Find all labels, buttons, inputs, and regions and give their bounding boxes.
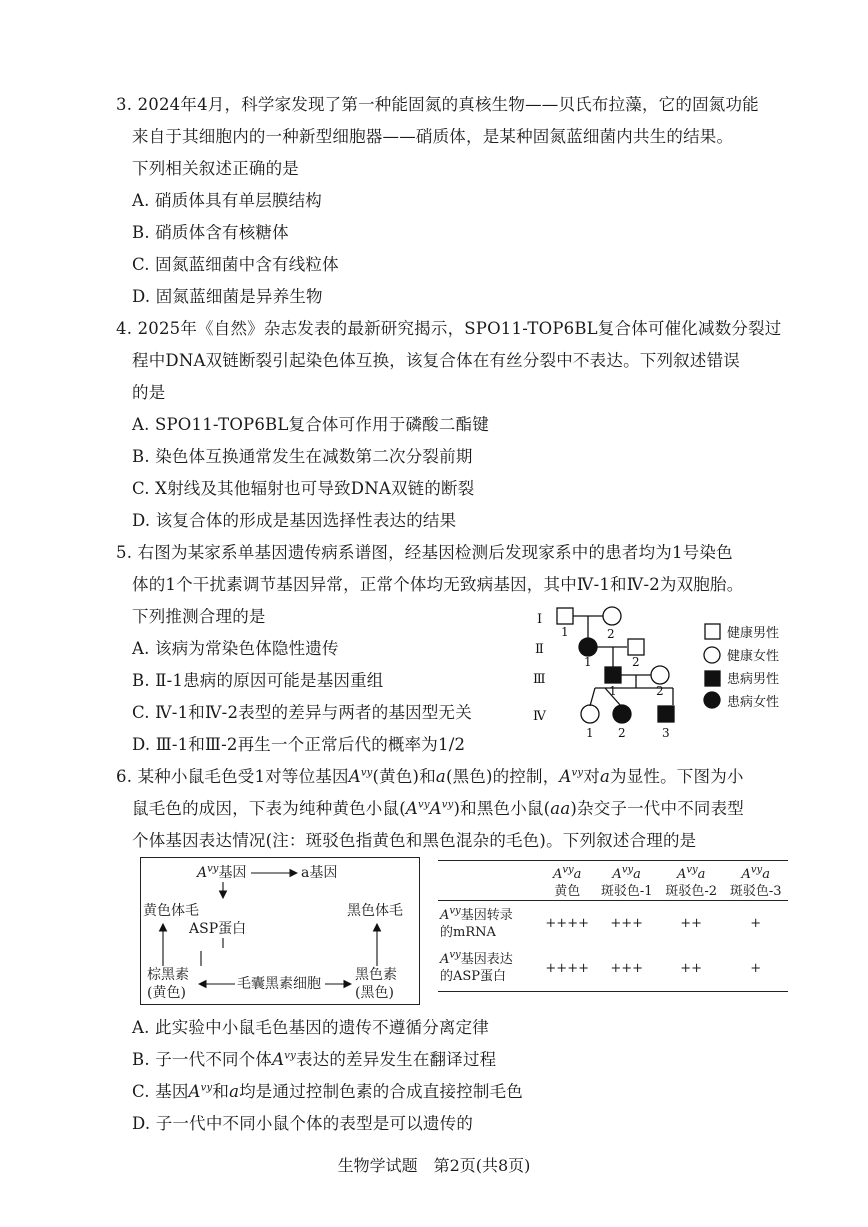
- q4-option-a: A. SPO11-TOP6BL复合体可作用于磷酸二酯键: [132, 415, 489, 434]
- q5-stem-line3: 下列推测合理的是: [132, 607, 266, 626]
- q4-option-b: B. 染色体互换通常发生在减数第二次分裂前期: [132, 447, 473, 466]
- q4-option-c: C. X射线及其他辐射也可导致DNA双链的断裂: [132, 479, 475, 498]
- legend-affected-male: 患病男性: [727, 672, 780, 687]
- q6-option-d: D. 子一代中不同小鼠个体的表型是可以遗传的: [132, 1114, 474, 1133]
- q3-stem-line3: 下列相关叙述正确的是: [132, 159, 299, 178]
- q6-option-b: B. 子一代不同个体$A^{vy}$表达的差异发生在翻译过程: [132, 1050, 497, 1069]
- q3-option-b: B. 硝质体含有核糖体: [132, 223, 289, 242]
- pedigree-chart: [525, 600, 805, 745]
- flow-asp-protein: ASP蛋白: [189, 921, 247, 937]
- table-cell: ++: [680, 960, 703, 976]
- q6-stem-line3: 个体基因表达情况(注：斑驳色指黄色和黑色混杂的毛色)。下列叙述合理的是: [132, 831, 697, 850]
- ped-num: 1: [609, 684, 617, 698]
- flow-black-hair: 黑色体毛: [347, 903, 403, 919]
- ped-num: 1: [561, 625, 569, 639]
- q5-option-a: A. 该病为常染色体隐性遗传: [132, 639, 339, 658]
- legend-healthy-male-icon: [705, 624, 720, 639]
- gen4-female-affected: [613, 705, 631, 723]
- table-cell: ++: [680, 915, 703, 931]
- flow-melanocyte: 毛囊黑素细胞: [237, 976, 321, 992]
- table-cell: +++: [610, 915, 643, 931]
- gene-expression-table: [438, 860, 788, 992]
- col-header: $A^{vy}a$ 斑驳色-1: [600, 864, 653, 899]
- flow-yellow-note: (黄色): [147, 985, 186, 1001]
- legend-healthy-female-icon: [704, 647, 720, 663]
- table-row: $A^{vy}$基因转录 的mRNA ++++ +++ ++ +: [438, 901, 788, 946]
- gen1-male-healthy: [557, 608, 573, 624]
- q6-option-c: C. 基因$A^{vy}$和a均是通过控制色素的合成直接控制毛色: [132, 1082, 524, 1101]
- gen1-female-healthy: [603, 607, 621, 625]
- gen4-female-healthy: [581, 705, 599, 723]
- ped-num: 3: [662, 726, 670, 740]
- table-cell: ++++: [545, 960, 589, 976]
- q5-stem-line1: 5. 右图为某家系单基因遗传病系谱图，经基因检测后发现家系中的患者均为1号染色: [116, 543, 733, 562]
- table-cell: +: [750, 915, 762, 931]
- flow-brown-pigment: 棕黑素: [147, 967, 189, 983]
- legend-healthy-female: 健康女性: [727, 649, 780, 664]
- q5-option-c: C. Ⅳ-1和Ⅳ-2表型的差异与两者的基因型无关: [132, 703, 472, 722]
- ped-num: 2: [607, 627, 615, 641]
- coat-color-flow-diagram: [140, 857, 420, 1005]
- generation-label-4: Ⅳ: [533, 709, 546, 724]
- q6-option-a: A. 此实验中小鼠毛色基因的遗传不遵循分离定律: [132, 1018, 490, 1037]
- ped-num: 2: [656, 684, 664, 698]
- table-cell: ++++: [545, 915, 589, 931]
- flow-avy-gene: $A^{vy}$基因: [197, 863, 247, 881]
- generation-label-1: Ⅰ: [537, 612, 543, 627]
- q3-option-c: C. 固氮蓝细菌中含有线粒体: [132, 255, 339, 274]
- generation-label-2: Ⅱ: [535, 642, 544, 657]
- flow-a-gene: a基因: [301, 865, 338, 881]
- flow-black-note: (黑色): [355, 985, 394, 1001]
- q3-option-d: D. 固氮蓝细菌是异养生物: [132, 287, 323, 306]
- q4-stem-line1: 4. 2025年《自然》杂志发表的最新研究揭示，SPO11-TOP6BL复合体可催化减数分裂过: [116, 319, 782, 338]
- flow-yellow-hair: 黄色体毛: [143, 903, 199, 919]
- q4-stem-line2: 程中DNA双链断裂引起染色体互换，该复合体在有丝分裂中不表达。下列叙述错误: [132, 351, 740, 370]
- q3-stem-line2: 来自于其细胞内的一种新型细胞器——硝质体，是某种固氮蓝细菌内共生的结果。: [132, 127, 734, 146]
- col-header: $A^{vy}a$ 斑驳色-2: [665, 864, 718, 899]
- col-header: $A^{vy}a$ 斑驳色-3: [729, 864, 782, 899]
- flow-black-pigment: 黑色素: [355, 967, 397, 983]
- col-header: $A^{vy}a$ 黄色: [552, 864, 582, 899]
- gen4-male-affected: [658, 706, 674, 722]
- table-row: $A^{vy}$基因表达 的ASP蛋白 ++++ +++ ++ +: [438, 945, 788, 992]
- legend-affected-female-icon: [704, 692, 720, 708]
- gen2-male-healthy: [628, 639, 644, 655]
- table-cell: +++: [610, 960, 643, 976]
- q4-stem-line3: 的是: [132, 383, 166, 402]
- ped-num: 1: [586, 726, 594, 740]
- gen2-female-affected: [579, 638, 597, 656]
- ped-num: 2: [618, 726, 626, 740]
- table-cell: +: [750, 960, 762, 976]
- legend-healthy-male: 健康男性: [727, 626, 780, 641]
- ped-num: 2: [632, 655, 640, 669]
- ped-num: 1: [584, 655, 592, 669]
- q6-stem-line2: 鼠毛色的成因，下表为纯种黄色小鼠$(A^{vy}A^{vy})$和黑色小鼠(aa)杂交子一代中不同表型: [132, 799, 744, 818]
- page-footer: 生物学试题 第2页(共8页): [337, 1156, 531, 1175]
- q3-stem-line1: 3. 2024年4月，科学家发现了第一种能固氮的真核生物——贝氏布拉藻，它的固氮功能: [116, 95, 759, 114]
- legend-affected-male-icon: [705, 671, 720, 686]
- q5-stem-line2: 体的1个干扰素调节基因异常，正常个体均无致病基因，其中Ⅳ-1和Ⅳ-2为双胞胎。: [132, 575, 744, 594]
- gen3-female-healthy: [651, 666, 669, 684]
- q5-option-d: D. Ⅲ-1和Ⅲ-2再生一个正常后代的概率为1/2: [132, 735, 466, 754]
- q6-stem-line1: 6. 某种小鼠毛色受1对等位基因$A^{vy}$(黄色)和a(黑色)的控制，$A^{vy}$对a为显性。下图为小: [116, 767, 744, 786]
- q5-option-b: B. Ⅱ-1患病的原因可能是基因重组: [132, 671, 384, 690]
- q3-option-a: A. 硝质体具有单层膜结构: [132, 191, 323, 210]
- generation-label-3: Ⅲ: [533, 672, 546, 687]
- gen3-male-affected: [605, 667, 621, 683]
- legend-affected-female: 患病女性: [727, 695, 780, 710]
- q4-option-d: D. 该复合体的形成是基因选择性表达的结果: [132, 511, 457, 530]
- table-header-row: [438, 861, 788, 901]
